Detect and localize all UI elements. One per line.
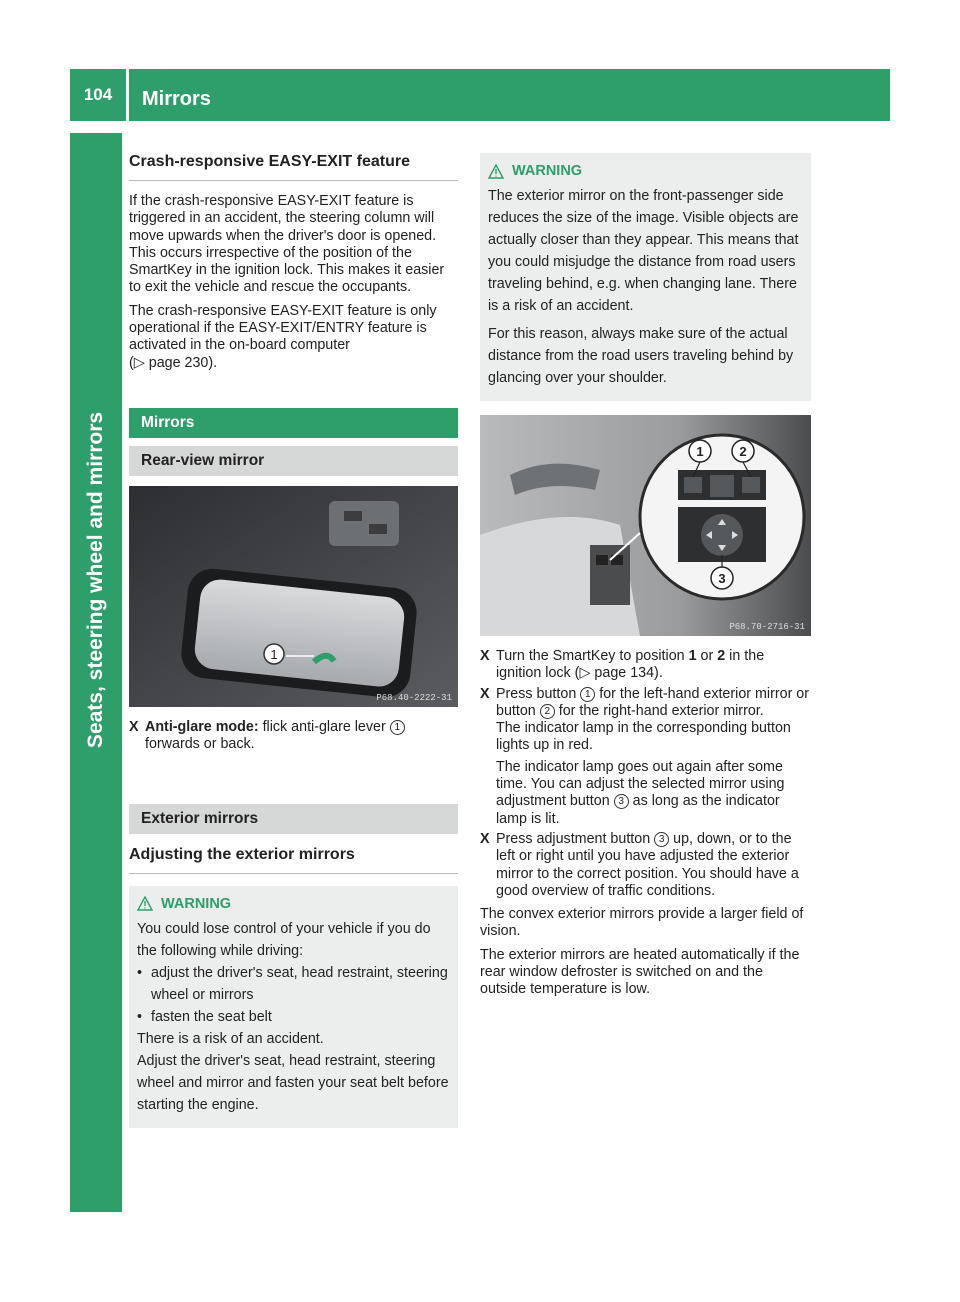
warning-intro: You could lose control of your vehicle if you do the following while driving:	[137, 920, 431, 959]
step-arrow-icon: X	[480, 830, 490, 847]
exterior-mirrors-heading: Exterior mirrors	[129, 804, 458, 834]
instructions	[480, 648, 811, 999]
step-1: X Turn the SmartKey to position 1 or 2 in the ignition lock (▷ page 134).	[480, 648, 765, 682]
callout-1: 1	[270, 646, 278, 662]
step-arrow-icon: X	[129, 718, 139, 735]
step-3: X Press adjustment button 3 up, down, or to the left or right until you have adjusted the exterior mirror to the correct position. You should have a good overview of traffic conditions.	[480, 830, 799, 899]
rear-view-heading: Rear-view mirror	[129, 446, 458, 476]
warning-paragraph-1: The exterior mirror on the front-passenger side reduces the size of the image. Visible objects are actually closer than they appear. This means that you could misjudge the distance from road users traveling behind, e.g. when changing lane. There is a risk of an accident.	[488, 188, 799, 314]
outro-paragraph-1: The convex exterior mirrors provide a larger field of vision.	[480, 906, 804, 940]
crash-paragraph-2: The crash-responsive EASY-EXIT feature is only operational if the EASY-EXIT/ENTRY feature is activated in the on-board computer (▷ page 230).	[129, 302, 437, 371]
page-ref[interactable]: page 134).	[594, 665, 663, 682]
callout-3: 3	[718, 571, 726, 586]
left-column	[129, 145, 458, 1128]
step-2: X Press button 1 for the left-hand exterior mirror or button 2 for the right-hand exterior mirror. The indicator lamp in the corresponding button lights up in red. The indicator lamp goes out again after some time. You can adjust the selected mirror using adjustment button 3 as long as the indicator lamp is lit.	[480, 685, 810, 827]
list-item: • adjust the driver's seat, head restraint, steering wheel or mirrors	[137, 964, 448, 1003]
warning-paragraph-2: For this reason, always make sure of the actual distance from the road users traveling behind by glancing over your shoulder.	[488, 326, 794, 386]
chapter-side-label: Seats, steering wheel and mirrors	[84, 411, 107, 749]
callout-1: 1	[696, 444, 704, 459]
warning-triangle-icon	[488, 164, 504, 179]
warning-title: WARNING	[137, 896, 450, 912]
outro-paragraph-2: The exterior mirrors are heated automatically if the rear window defroster is switched on and the outside temperature is low.	[480, 946, 800, 998]
figure-code: P68.70-2716-31	[729, 622, 805, 632]
figure-code: P68.40-2222-31	[376, 692, 452, 703]
warning-risk: There is a risk of an accident.	[137, 1030, 324, 1047]
arrow-icon: ▷	[579, 665, 591, 682]
warning-triangle-icon	[137, 896, 153, 911]
arrow-icon: ▷	[133, 354, 145, 371]
mirrors-section-heading: Mirrors	[129, 408, 458, 438]
page-ref[interactable]: (▷ page 230).	[129, 354, 218, 371]
step-arrow-icon: X	[480, 648, 490, 664]
warning-advice: Adjust the driver's seat, head restraint, steering wheel and mirror and fasten your seat belt before starting the engine.	[137, 1052, 449, 1113]
step-arrow-icon: X	[480, 685, 490, 702]
warning-title: WARNING	[488, 163, 803, 179]
crash-heading: Crash-responsive EASY-EXIT feature	[129, 145, 458, 181]
rear-view-mirror-figure	[129, 486, 458, 707]
warning-box-2	[480, 153, 811, 401]
anti-glare-step: X Anti-glare mode: flick anti-glare lever 1 forwards or back.	[129, 719, 458, 754]
adjusting-heading: Adjusting the exterior mirrors	[129, 834, 458, 874]
right-column	[480, 153, 811, 999]
page-title: Mirrors	[142, 88, 211, 110]
door-mirror-controls-illustration	[480, 415, 811, 636]
warning-box-1	[129, 886, 458, 1128]
header-divider	[126, 69, 129, 121]
rear-view-mirror-illustration	[129, 486, 458, 707]
crash-paragraph-1: If the crash-responsive EASY-EXIT feature is triggered in an accident, the steering column will move upwards when the driver's door is opened. This occurs irrespective of the position of the SmartKey in the ignition lock. This makes it easier to exit the vehicle and rescue the occupants.	[129, 193, 445, 296]
list-item: • fasten the seat belt	[137, 1008, 272, 1025]
callout-1-ref: 1	[390, 720, 405, 735]
callout-2: 2	[739, 444, 747, 459]
page-number: 104	[83, 85, 113, 104]
door-controls-figure	[480, 415, 811, 636]
